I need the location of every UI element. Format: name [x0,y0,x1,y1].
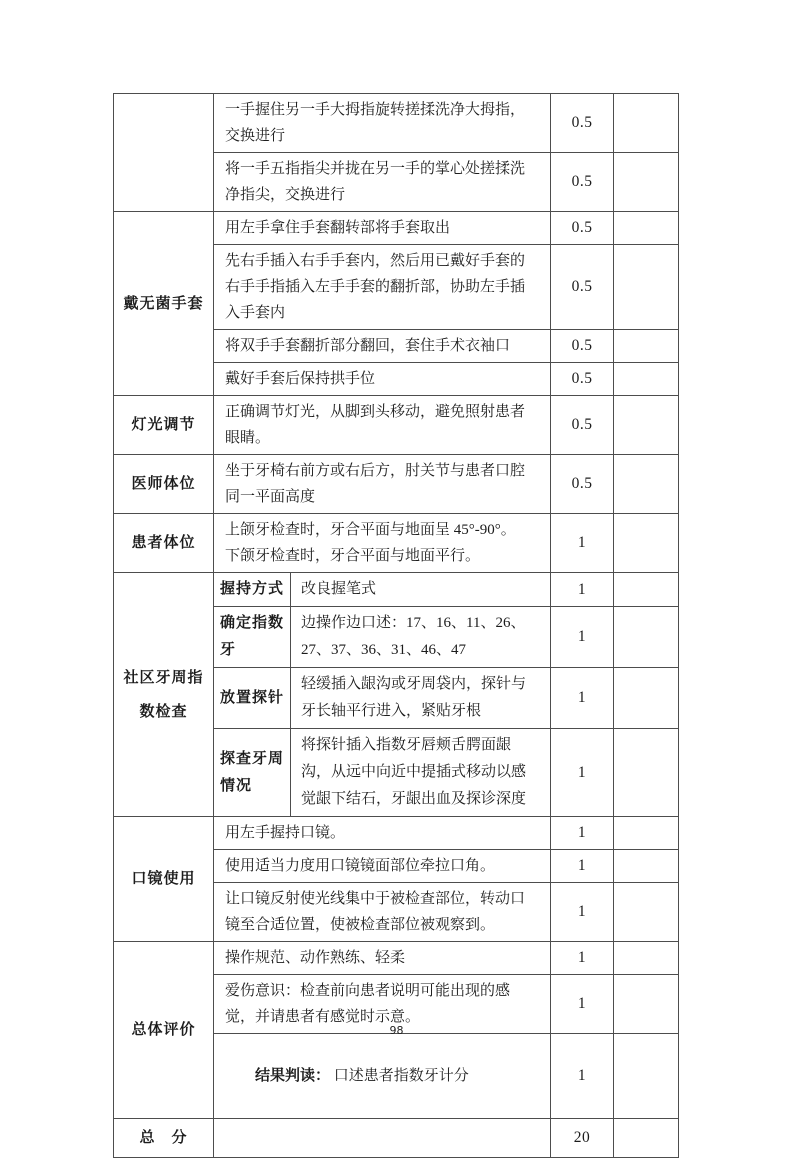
earned-score-cell [614,942,679,975]
category-cell: 总体评价 [114,942,214,1119]
sub-label-cell: 握持方式 [214,573,291,607]
criteria-cell: 将双手手套翻折部分翻回，套住手术衣袖口 [214,330,551,363]
criteria-cell: 上颌牙检查时，牙合平面与地面呈 45°-90°。 下颌牙检查时，牙合平面与地面平行。 [214,514,551,573]
page-number: 98 [389,1024,404,1037]
score-cell: 1 [551,975,614,1034]
criteria-cell [214,1034,551,1119]
earned-score-cell [614,1119,679,1158]
earned-score-cell [614,573,679,607]
criteria-cell: 先右手插入右手手套内，然后用已戴好手套的右手手指插入左手手套的翻折部，协助左手插入手套内 [214,245,551,330]
score-cell: 0.5 [551,455,614,514]
table-row [114,396,679,455]
criteria-text: 口述患者指数牙计分 [330,1068,469,1084]
score-cell: 0.5 [551,94,614,153]
score-cell: 1 [551,607,614,668]
score-cell: 1 [551,883,614,942]
criteria-prefix: 结果判读： [255,1068,331,1084]
sub-label-cell: 探查牙周情况 [214,729,291,817]
criteria-cell: 戴好手套后保持拱手位 [214,363,551,396]
category-cell: 口镜使用 [114,817,214,942]
score-cell: 1 [551,942,614,975]
criteria-cell: 使用适当力度用口镜镜面部位牵拉口角。 [214,850,551,883]
score-cell: 1 [551,573,614,607]
category-cell: 患者体位 [114,514,214,573]
criteria-cell: 将探针插入指数牙唇颊舌腭面龈沟，从远中向近中提插式移动以感觉龈下结石，牙龈出血及探诊深度 [291,729,551,817]
criteria-cell: 用左手拿住手套翻转部将手套取出 [214,212,551,245]
earned-score-cell [614,668,679,729]
criteria-cell: 将一手五指指尖并拢在另一手的掌心处搓揉洗净指尖，交换进行 [214,153,551,212]
criteria-cell: 坐于牙椅右前方或右后方，肘关节与患者口腔同一平面高度 [214,455,551,514]
earned-score-cell [614,245,679,330]
category-cell: 社区牙周指 数检查 [114,573,214,817]
category-cell: 戴无菌手套 [114,212,214,396]
earned-score-cell [614,455,679,514]
score-cell: 0.5 [551,396,614,455]
criteria-cell: 一手握住另一手大拇指旋转搓揉洗净大拇指，交换进行 [214,94,551,153]
earned-score-cell [614,883,679,942]
sub-label-cell: 放置探针 [214,668,291,729]
score-cell: 1 [551,850,614,883]
category-cell: 医师体位 [114,455,214,514]
earned-score-cell [614,817,679,850]
criteria-cell: 用左手握持口镜。 [214,817,551,850]
table-row [114,514,679,573]
table-row [114,94,679,153]
score-cell: 0.5 [551,245,614,330]
earned-score-cell [614,153,679,212]
category-cell: 灯光调节 [114,396,214,455]
earned-score-cell [614,729,679,817]
score-cell: 0.5 [551,153,614,212]
earned-score-cell [614,363,679,396]
criteria-cell [214,1119,551,1158]
score-cell: 0.5 [551,212,614,245]
score-cell: 1 [551,668,614,729]
criteria-cell: 正确调节灯光，从脚到头移动，避免照射患者眼睛。 [214,396,551,455]
score-cell: 1 [551,729,614,817]
table-row [114,573,679,607]
table-row [114,817,679,850]
sub-label-cell: 确定指数牙 [214,607,291,668]
table-row [114,942,679,975]
earned-score-cell [614,850,679,883]
score-cell: 0.5 [551,363,614,396]
criteria-cell: 操作规范、动作熟练、轻柔 [214,942,551,975]
criteria-cell: 爱伤意识：检查前向患者说明可能出现的感觉，并请患者有感觉时示意。 [214,975,551,1034]
criteria-cell: 改良握笔式 [291,573,551,607]
earned-score-cell [614,212,679,245]
earned-score-cell [614,330,679,363]
criteria-cell: 边操作边口述：17、16、11、26、27、37、36、31、46、47 [291,607,551,668]
score-cell: 0.5 [551,330,614,363]
earned-score-cell [614,607,679,668]
earned-score-cell [614,514,679,573]
scoring-table [113,93,679,1158]
score-cell: 20 [551,1119,614,1158]
category-cell: 总 分 [114,1119,214,1158]
earned-score-cell [614,94,679,153]
table-row [114,1119,679,1158]
criteria-cell: 轻缓插入龈沟或牙周袋内，探针与牙长轴平行进入，紧贴牙根 [291,668,551,729]
score-cell: 1 [551,817,614,850]
earned-score-cell [614,396,679,455]
earned-score-cell [614,1034,679,1119]
score-cell: 1 [551,514,614,573]
table-row [114,212,679,245]
table-row [114,455,679,514]
score-cell: 1 [551,1034,614,1119]
category-cell [114,94,214,212]
criteria-cell: 让口镜反射使光线集中于被检查部位，转动口镜至合适位置，使被检查部位被观察到。 [214,883,551,942]
